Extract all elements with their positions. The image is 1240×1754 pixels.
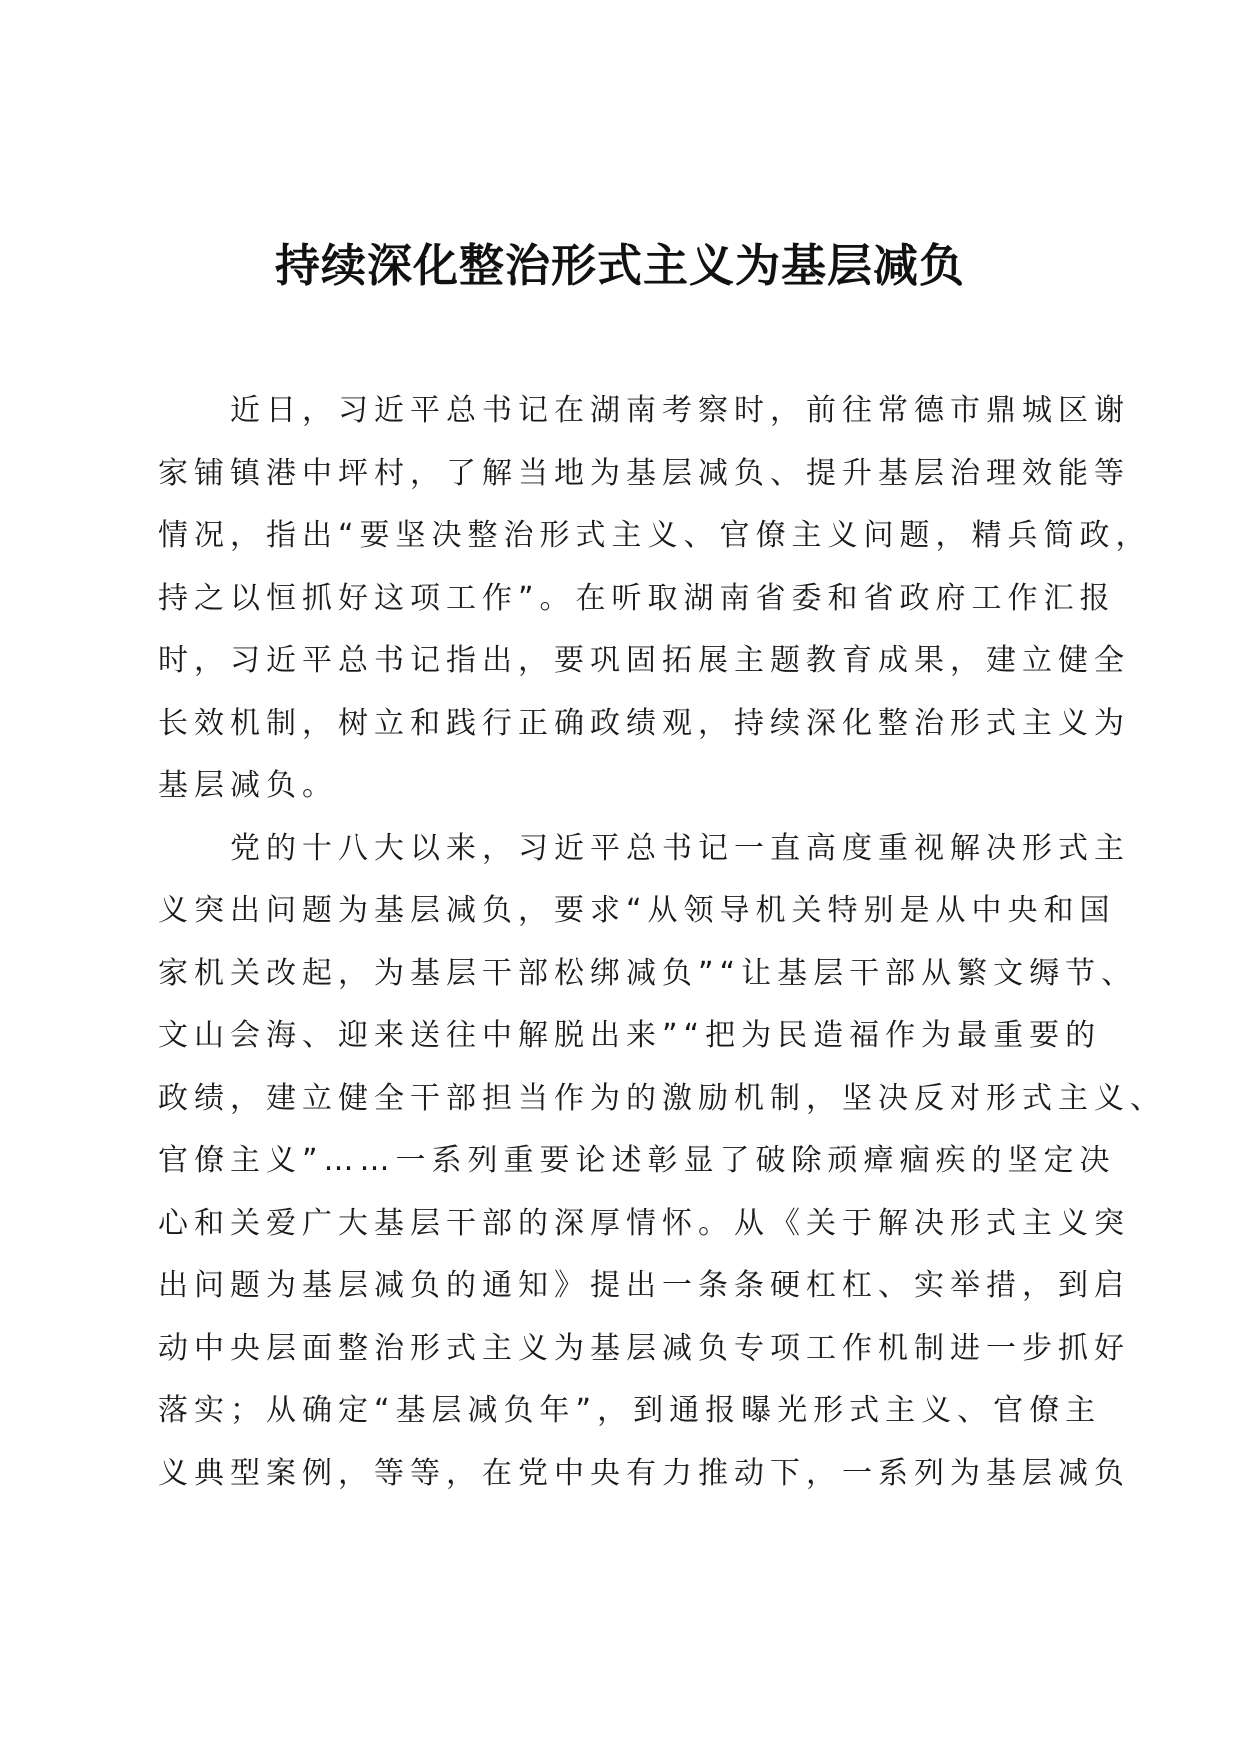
text-line: 心和关爱广大基层干部的深厚情怀。从《关于解决形式主义突 bbox=[158, 1205, 1130, 1241]
text-line: 家铺镇港中坪村，了解当地为基层减负、提升基层治理效能等 bbox=[158, 455, 1130, 491]
text-line: 文山会海、迎来送往中解脱出来”“把为民造福作为最重要的 bbox=[158, 1018, 1102, 1053]
document-body bbox=[158, 380, 1166, 1505]
text-line: 近日，习近平总书记在湖南考察时，前往常德市鼎城区谢 bbox=[230, 393, 1130, 428]
paragraph-1 bbox=[158, 380, 1152, 818]
text-line: 政绩，建立健全干部担当作为的激励机制，坚决反对形式主义、 bbox=[158, 1080, 1166, 1116]
text-line: 义典型案例，等等，在党中央有力推动下，一系列为基层减负 bbox=[158, 1455, 1130, 1491]
text-line: 持之以恒抓好这项工作”。在听取湖南省委和省政府工作汇报 bbox=[158, 580, 1116, 616]
text-line: 官僚主义”……一系列重要论述彰显了破除顽瘴痼疾的坚定决 bbox=[158, 1143, 1116, 1178]
text-line: 情况，指出“要坚决整治形式主义、官僚主义问题，精兵简政， bbox=[158, 518, 1152, 553]
text-line: 时，习近平总书记指出，要巩固拓展主题教育成果，建立健全 bbox=[158, 643, 1130, 678]
text-line: 落实；从确定“基层减负年”，到通报曝光形式主义、官僚主 bbox=[158, 1393, 1102, 1428]
text-line: 义突出问题为基层减负，要求“从领导机关特别是从中央和国 bbox=[158, 893, 1116, 928]
text-line: 动中央层面整治形式主义为基层减负专项工作机制进一步抓好 bbox=[158, 1330, 1130, 1366]
text-line: 家机关改起，为基层干部松绑减负”“让基层干部从繁文缛节、 bbox=[158, 955, 1138, 991]
text-line: 出问题为基层减负的通知》提出一条条硬杠杠、实举措，到启 bbox=[158, 1268, 1130, 1303]
text-line: 党的十八大以来，习近平总书记一直高度重视解决形式主 bbox=[230, 830, 1130, 866]
text-line: 基层减负。 bbox=[158, 768, 338, 803]
paragraph-2 bbox=[158, 818, 1166, 1506]
text-line: 长效机制，树立和践行正确政绩观，持续深化整治形式主义为 bbox=[158, 705, 1130, 741]
document-title: 持续深化整治形式主义为基层减负 bbox=[274, 239, 965, 292]
